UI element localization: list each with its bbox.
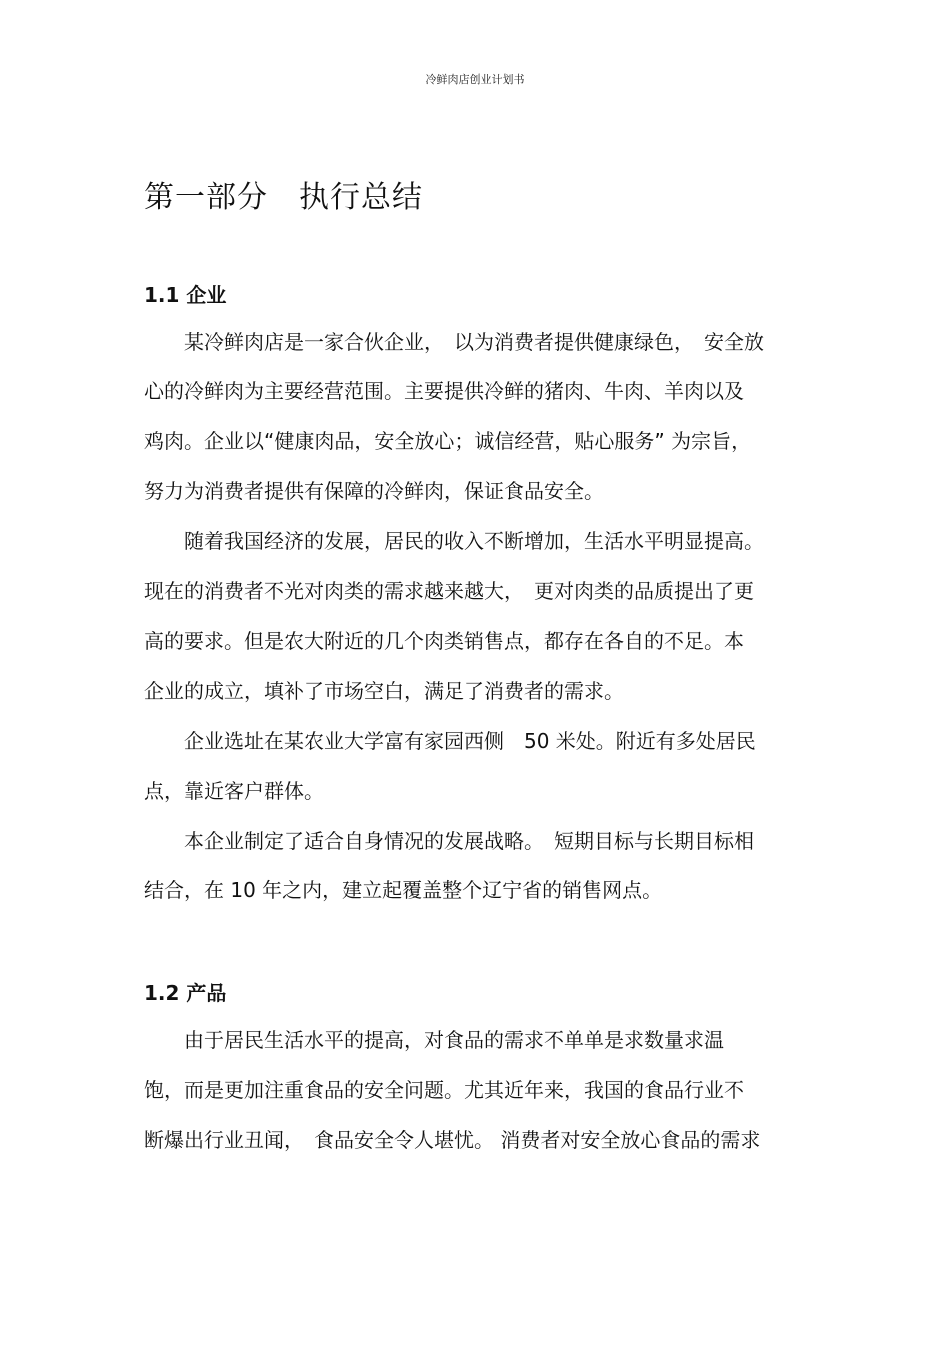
paragraph-line: 断爆出行业丑闻， 食品安全令人堪忧。 消费者对安全放心食品的需求 bbox=[144, 1128, 761, 1152]
section-heading-product: 1.2 产品 bbox=[144, 981, 227, 1005]
paragraph-line: 结合，在 10 年之内，建立起覆盖整个辽宁省的销售网点。 bbox=[144, 878, 663, 902]
paragraph-line: 努力为消费者提供有保障的冷鲜肉，保证食品安全。 bbox=[144, 479, 604, 503]
paragraph-line: 饱，而是更加注重食品的安全问题。尤其近年来，我国的食品行业不 bbox=[144, 1078, 744, 1102]
paragraph-line: 企业的成立，填补了市场空白，满足了消费者的需求。 bbox=[144, 679, 624, 703]
paragraph-line: 心的冷鲜肉为主要经营范围。主要提供冷鲜的猪肉、牛肉、羊肉以及 bbox=[144, 379, 744, 403]
paragraph-line: 本企业制定了适合自身情况的发展战略。 短期目标与长期目标相 bbox=[144, 829, 754, 853]
paragraph-line: 鸡肉。企业以“健康肉品，安全放心；诚信经营，贴心服务” 为宗旨， bbox=[144, 429, 752, 453]
paragraph-line: 某冷鲜肉店是一家合伙企业， 以为消费者提供健康绿色， 安全放 bbox=[144, 330, 764, 354]
running-header: 冷鲜肉店创业计划书 bbox=[425, 73, 525, 86]
paragraph-line: 企业选址在某农业大学富有家园西侧 50 米处。附近有多处居民 bbox=[144, 729, 756, 753]
part-title: 第一部分 执行总结 bbox=[144, 180, 423, 215]
paragraph-line: 随着我国经济的发展，居民的收入不断增加，生活水平明显提高。 bbox=[144, 529, 764, 553]
paragraph-line: 由于居民生活水平的提高，对食品的需求不单单是求数量求温 bbox=[144, 1028, 724, 1052]
paragraph-line: 点，靠近客户群体。 bbox=[144, 779, 324, 803]
section-heading-enterprise: 1.1 企业 bbox=[144, 283, 227, 307]
paragraph-line: 高的要求。但是农大附近的几个肉类销售点，都存在各自的不足。本 bbox=[144, 629, 744, 653]
paragraph-line: 现在的消费者不光对肉类的需求越来越大， 更对肉类的品质提出了更 bbox=[144, 579, 754, 603]
